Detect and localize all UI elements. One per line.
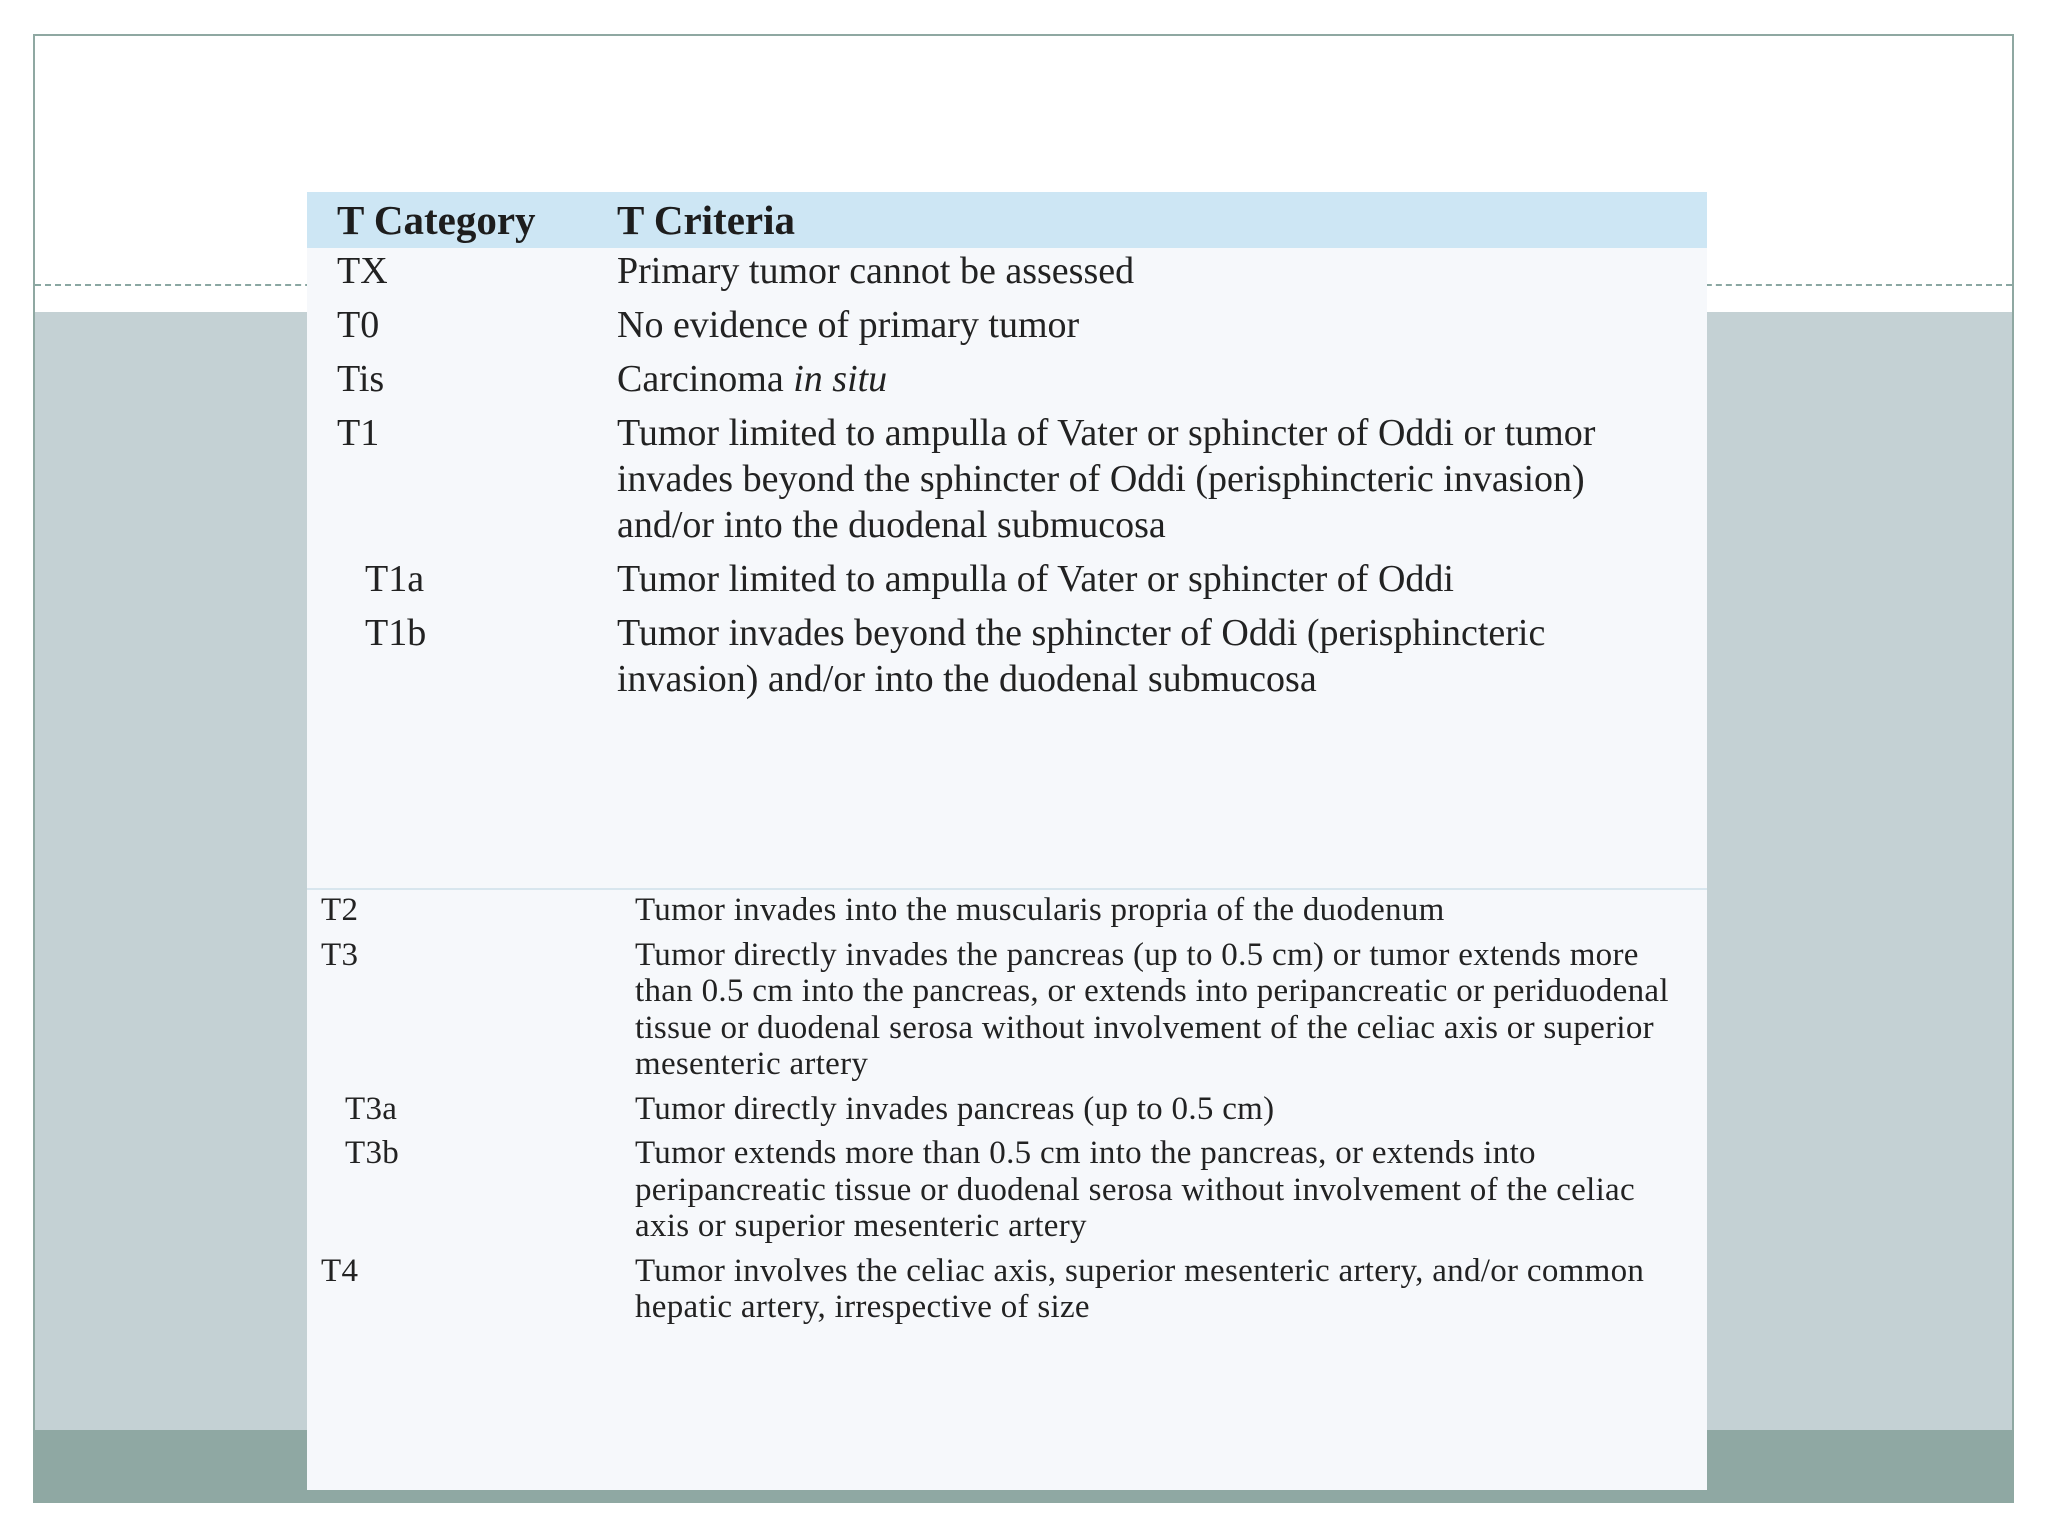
table-row [307,556,1707,610]
criteria-text: Carcinoma [617,358,794,400]
table-section-divider [307,888,1707,890]
table-row [307,302,1707,356]
row-category: TX [337,250,388,292]
t-staging-table-top [307,192,1707,710]
table-row [307,1135,1707,1253]
header-t-category: T Category [307,192,617,248]
row-category: T2 [321,892,359,928]
row-criteria: Primary tumor cannot be assessed [617,250,1135,292]
row-criteria: Tumor directly invades the pancreas (up to 0.5 cm) or tumor extends more than 0.5 cm into the pancreas, or extends into peripancreatic or periduodenal tissue or duodenal serosa without involvement of the celiac axis or superior mesenteric artery [635,936,1669,1082]
table-row [307,937,1707,1091]
row-criteria: Tumor extends more than 0.5 cm into the pancreas, or extends into peripancreatic tissue or duodenal serosa without involvement of the celiac axis or superior mesenteric artery [635,1135,1635,1244]
table-row [307,892,1707,937]
row-category: T4 [321,1252,359,1289]
row-criteria: Tumor directly invades pancreas (up to 0.5 cm) [635,1090,1275,1127]
table-row [307,410,1707,556]
row-category: T0 [337,304,380,346]
row-category: T1 [337,412,380,454]
row-category: T1a [365,558,425,600]
row-category: T3a [345,1090,398,1127]
row-criteria: Tumor limited to ampulla of Vater or sphincter of Oddi or tumor invades beyond the sphincter of Oddi (perisphincteric invasion) and/or into the duodenal submucosa [617,412,1596,546]
criteria-italic-text: in situ [793,358,888,400]
row-criteria: Tumor limited to ampulla of Vater or sphincter of Oddi [617,558,1454,600]
row-criteria: No evidence of primary tumor [617,304,1080,346]
table-row [307,356,1707,410]
table-header-row [307,192,1707,248]
row-category: T3 [321,936,359,973]
row-criteria: Tumor invades beyond the sphincter of Oddi (perisphincteric invasion) and/or into the duodenal submucosa [617,612,1546,700]
row-category: T1b [365,612,427,654]
t-staging-table-panel [307,192,1707,1490]
row-category: Tis [337,358,385,400]
row-criteria: Tumor invades into the muscularis propria of the duodenum [635,892,1445,928]
table-row [307,1253,1707,1334]
row-criteria [617,356,1707,410]
table-row [307,610,1707,710]
table-row [307,1091,1707,1136]
header-t-criteria: T Criteria [617,192,1707,248]
table-row [307,248,1707,302]
row-criteria: Tumor involves the celiac axis, superior mesenteric artery, and/or common hepatic artery, irrespective of size [635,1252,1645,1325]
t-staging-table-bottom [307,892,1707,1334]
row-category: T3b [345,1135,400,1171]
